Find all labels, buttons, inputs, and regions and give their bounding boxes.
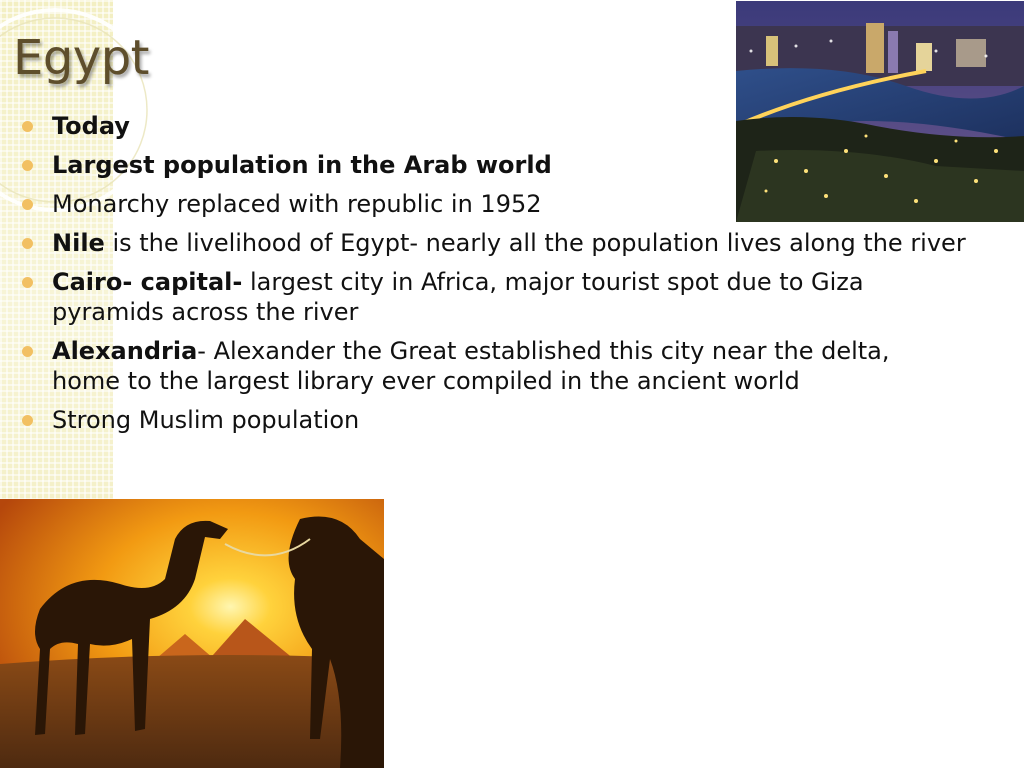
bullet-bold-text: Alexandria [52,337,198,365]
bullet-text: Strong Muslim population [52,406,360,434]
bullet-dot-icon [22,346,33,357]
bullet-item [22,336,1022,396]
bullet-text: largest city in Africa, major tourist spot due to Giza pyramids across the river [52,268,864,326]
bullet-text: Monarchy replaced with republic in 1952 [52,190,542,218]
bullet-text: - Alexander the Great established this city near the delta, home to the largest library ever compiled in the ancient world [52,337,890,395]
bullet-item [22,228,1022,258]
bullet-dot-icon [22,277,33,288]
camel-pyramids-photo [0,499,384,768]
bullet-text: is the livelihood of Egypt- nearly all the population lives along the river [104,229,966,257]
bullet-item [22,405,1022,435]
bullet-dot-icon [22,238,33,249]
bullet-dot-icon [22,415,33,426]
bullet-bold-text: Nile [52,229,105,257]
cairo-city-photo [736,1,1024,222]
bullet-bold-text: Today [52,112,130,140]
desert-sunset-image [0,499,384,768]
bullet-dot-icon [22,121,33,132]
bullet-bold-text: Cairo- capital- [52,268,243,296]
slide-title: Egypt [13,30,149,86]
bullet-bold-text: Largest population in the Arab world [52,151,552,179]
bullet-dot-icon [22,160,33,171]
city-night-image [736,1,1024,222]
bullet-dot-icon [22,199,33,210]
bullet-item [22,267,1022,327]
